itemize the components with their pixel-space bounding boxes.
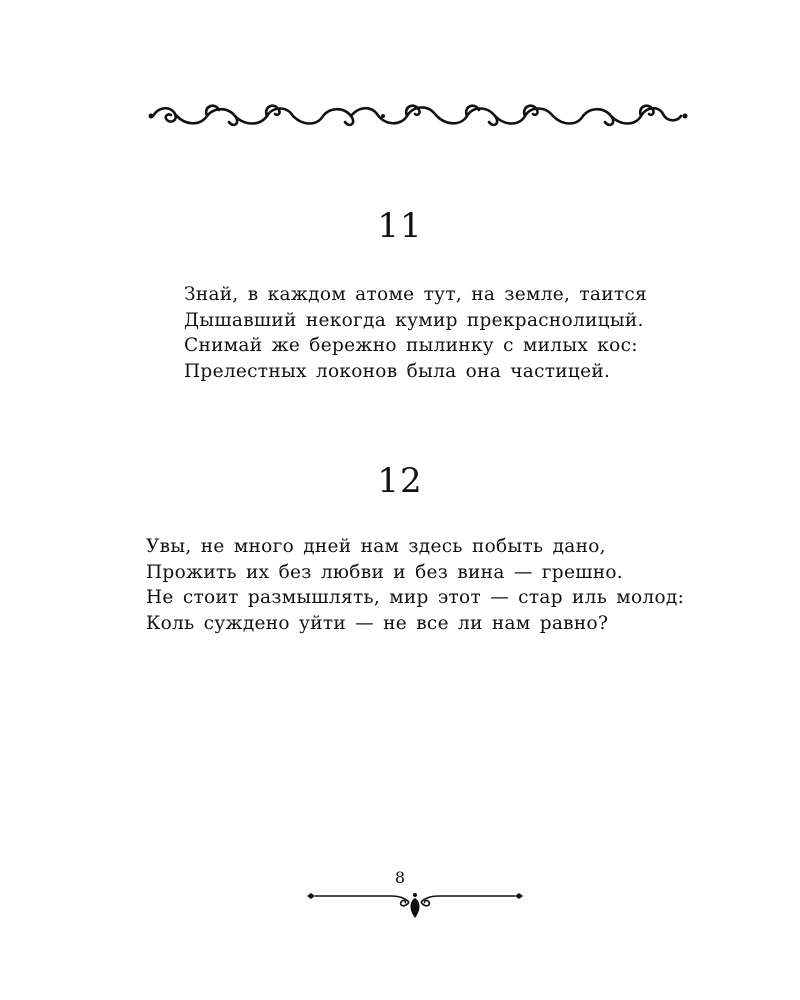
poem-11-line-3: Снимай же бережно пылинку с милых кос:	[184, 335, 638, 356]
poem-12-line-2: Прожить их без любви и без вина — грешно.	[146, 561, 623, 583]
poem-11-line-1: Знай, в каждом атоме тут, на земле, таится	[184, 284, 648, 305]
page-number: 8	[394, 868, 406, 887]
poem-12-stanza	[146, 534, 684, 636]
poem-number-11: 11	[377, 206, 423, 246]
scroll-ornament-icon	[145, 96, 690, 136]
poem-11-line-4: Прелестных локонов была она частицей.	[184, 360, 611, 382]
poem-11-stanza	[184, 282, 647, 384]
poem-12-line-1: Увы, не много дней нам здесь побыть дано,	[146, 536, 606, 557]
poem-11-line-2: Дышавший некогда кумир прекраснолицый.	[184, 309, 644, 331]
poem-12-line-3: Не стоит размышлять, мир этот — стар иль молод:	[146, 587, 685, 608]
poem-number-12: 12	[377, 461, 423, 501]
fleuron-divider-icon	[305, 884, 525, 924]
poem-12-line-4: Коль суждено уйти — не все ли нам равно?	[146, 612, 609, 634]
